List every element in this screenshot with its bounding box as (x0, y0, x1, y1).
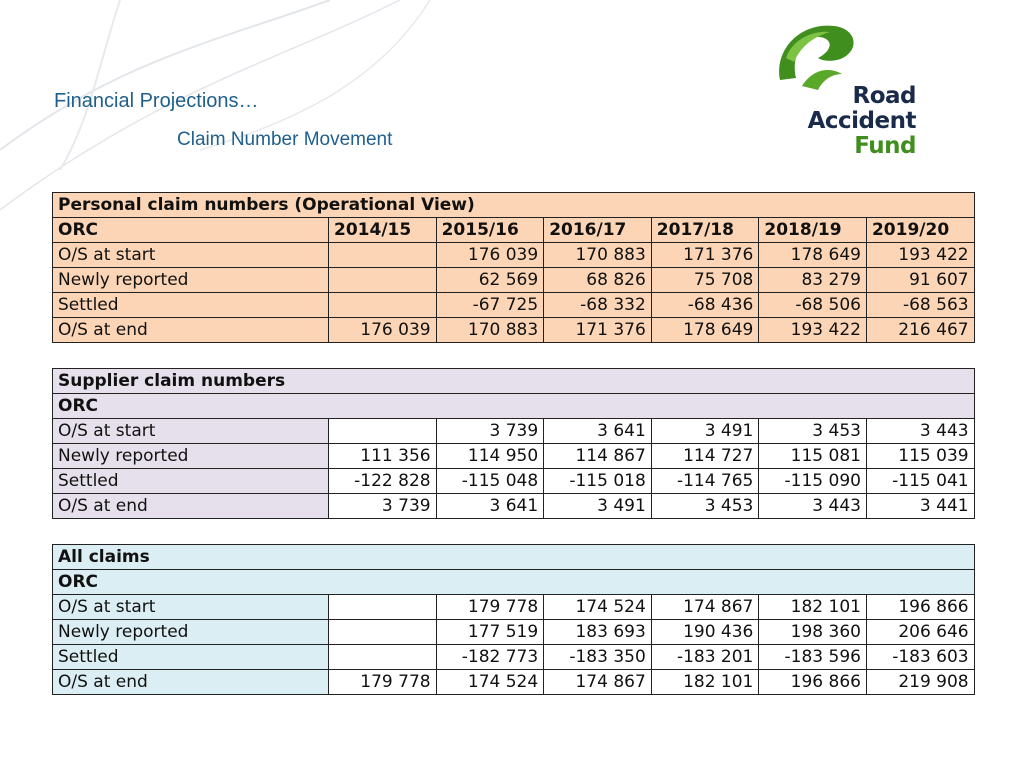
table-cell: -67 725 (436, 293, 544, 318)
table-cell: 3 491 (651, 419, 759, 444)
table-cell: 62 569 (436, 268, 544, 293)
table-cell: -68 506 (759, 293, 867, 318)
table-title: All claims (53, 545, 975, 570)
table-cell (329, 293, 437, 318)
row-label: Newly reported (53, 268, 329, 293)
table-cell: 114 727 (651, 444, 759, 469)
table-cell: 182 101 (651, 670, 759, 695)
row-label: O/S at start (53, 419, 329, 444)
table-cell: 177 519 (436, 620, 544, 645)
table-row (53, 469, 975, 494)
table-row (53, 494, 975, 519)
row-label: O/S at start (53, 243, 329, 268)
table-cell: 3 641 (436, 494, 544, 519)
table-row (53, 444, 975, 469)
table-title: Personal claim numbers (Operational View) (53, 193, 975, 218)
table-cell: -183 350 (544, 645, 652, 670)
table-cell: 193 422 (866, 243, 974, 268)
table-cell: 3 443 (866, 419, 974, 444)
table-cell: 176 039 (329, 318, 437, 343)
table-cell: 216 467 (866, 318, 974, 343)
page-title: Financial Projections… (54, 90, 259, 112)
table-cell: -183 201 (651, 645, 759, 670)
table-cell: 83 279 (759, 268, 867, 293)
table-cell: 170 883 (436, 318, 544, 343)
table-cell (329, 620, 437, 645)
column-header: 2018/19 (759, 218, 867, 243)
table-cell (329, 595, 437, 620)
table-title: Supplier claim numbers (53, 369, 975, 394)
table-cell: -115 048 (436, 469, 544, 494)
table-cell: 193 422 (759, 318, 867, 343)
table-subheader: ORC (53, 394, 975, 419)
row-label: O/S at end (53, 670, 329, 695)
table-cell: 219 908 (866, 670, 974, 695)
table-cell: 75 708 (651, 268, 759, 293)
table-cell: 196 866 (759, 670, 867, 695)
column-header: 2016/17 (544, 218, 652, 243)
table-cell (329, 419, 437, 444)
table-cell: -183 596 (759, 645, 867, 670)
all-claims-table (52, 544, 975, 695)
row-label: Settled (53, 293, 329, 318)
table-cell (329, 243, 437, 268)
row-label: Newly reported (53, 620, 329, 645)
table-cell: -114 765 (651, 469, 759, 494)
supplier-claims-table (52, 368, 975, 519)
column-header: 2015/16 (436, 218, 544, 243)
column-header: 2019/20 (866, 218, 974, 243)
table-cell: 198 360 (759, 620, 867, 645)
page-subtitle: Claim Number Movement (177, 129, 393, 150)
table-cell: 114 867 (544, 444, 652, 469)
table-cell: 170 883 (544, 243, 652, 268)
table-cell: 174 867 (544, 670, 652, 695)
table-row (53, 268, 975, 293)
row-label: O/S at end (53, 318, 329, 343)
column-header: 2017/18 (651, 218, 759, 243)
table-cell: -115 018 (544, 469, 652, 494)
logo-line-accident: Accident (807, 108, 916, 134)
table-cell: 115 081 (759, 444, 867, 469)
table-cell: 183 693 (544, 620, 652, 645)
table-cell: 115 039 (866, 444, 974, 469)
personal-claims-table (52, 192, 975, 343)
table-cell: 179 778 (329, 670, 437, 695)
table-cell: 3 641 (544, 419, 652, 444)
column-header: ORC (53, 218, 329, 243)
table-cell: 176 039 (436, 243, 544, 268)
road-accident-fund-logo (772, 18, 922, 158)
logo-line-fund: Fund (854, 133, 916, 159)
table-cell: 174 867 (651, 595, 759, 620)
table-cell: 3 453 (651, 494, 759, 519)
table-cell: 179 778 (436, 595, 544, 620)
table-cell: 3 441 (866, 494, 974, 519)
table-cell: 196 866 (866, 595, 974, 620)
table-cell (329, 268, 437, 293)
table-cell: 171 376 (544, 318, 652, 343)
table-cell: -122 828 (329, 469, 437, 494)
table-cell: 3 491 (544, 494, 652, 519)
table-cell: -115 041 (866, 469, 974, 494)
table-row (53, 243, 975, 268)
row-label: O/S at start (53, 595, 329, 620)
row-label: Settled (53, 645, 329, 670)
table-cell: 182 101 (759, 595, 867, 620)
table-cell: 111 356 (329, 444, 437, 469)
table-cell: 91 607 (866, 268, 974, 293)
table-cell: 3 453 (759, 419, 867, 444)
table-cell: 190 436 (651, 620, 759, 645)
table-cell: -182 773 (436, 645, 544, 670)
column-header: 2014/15 (329, 218, 437, 243)
table-row (53, 645, 975, 670)
table-subheader: ORC (53, 570, 975, 595)
table-cell: 114 950 (436, 444, 544, 469)
table-cell: 171 376 (651, 243, 759, 268)
row-label: Newly reported (53, 444, 329, 469)
logo-wordmark (808, 84, 916, 159)
table-cell: -68 436 (651, 293, 759, 318)
table-cell: 174 524 (436, 670, 544, 695)
table-cell (329, 645, 437, 670)
table-row (53, 318, 975, 343)
table-cell: 174 524 (544, 595, 652, 620)
table-cell: 3 739 (329, 494, 437, 519)
table-row (53, 293, 975, 318)
table-cell: 3 443 (759, 494, 867, 519)
table-row (53, 670, 975, 695)
table-cell: -183 603 (866, 645, 974, 670)
logo-line-road: Road (852, 83, 916, 109)
row-label: Settled (53, 469, 329, 494)
table-cell: -68 332 (544, 293, 652, 318)
table-cell: 178 649 (651, 318, 759, 343)
table-cell: -115 090 (759, 469, 867, 494)
table-cell: 178 649 (759, 243, 867, 268)
table-row (53, 419, 975, 444)
table-cell: 68 826 (544, 268, 652, 293)
table-cell: 3 739 (436, 419, 544, 444)
row-label: O/S at end (53, 494, 329, 519)
table-cell: 206 646 (866, 620, 974, 645)
table-cell: -68 563 (866, 293, 974, 318)
table-row (53, 620, 975, 645)
table-row (53, 595, 975, 620)
